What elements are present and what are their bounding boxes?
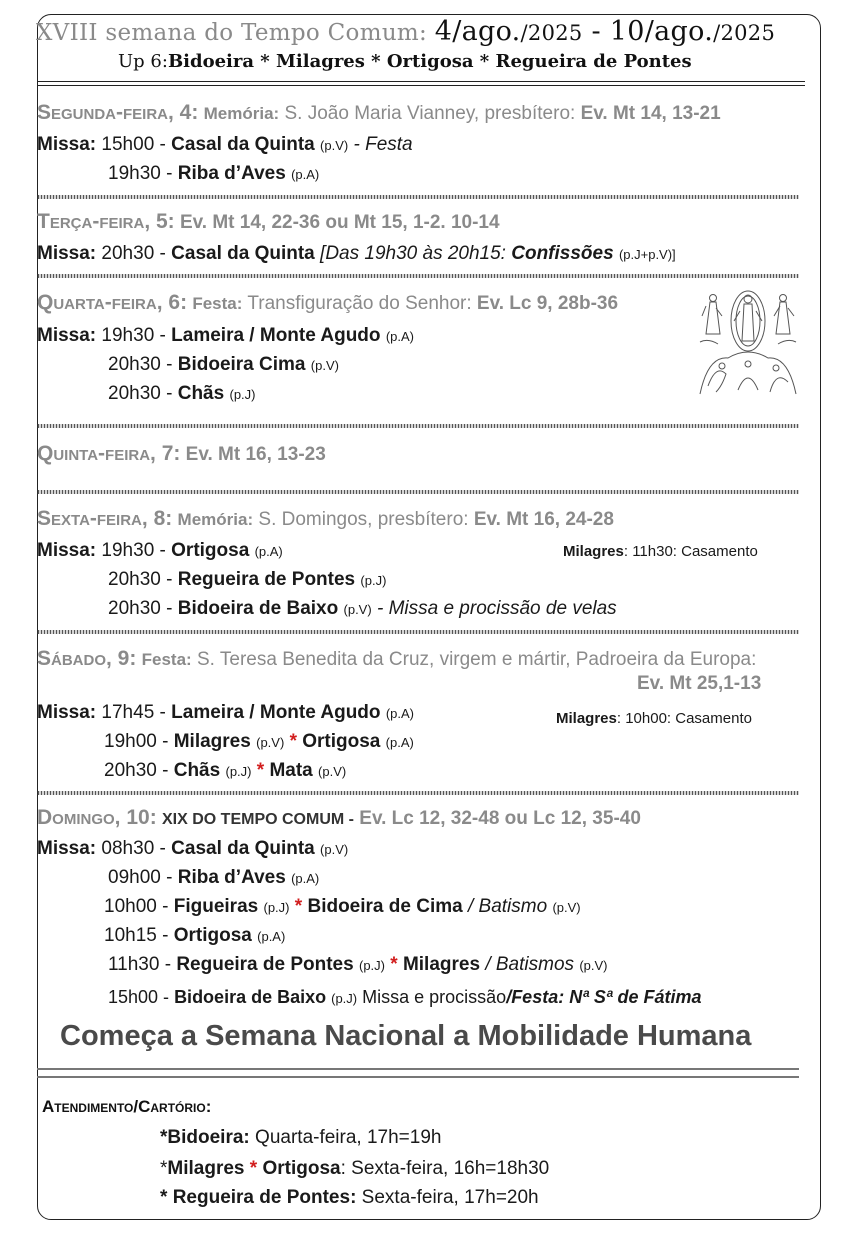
day-tuesday	[37, 210, 500, 234]
feast-note: /Festa: Nª Sª de Fátima	[506, 987, 702, 1007]
priest: (p.A)	[254, 544, 283, 559]
priest: (p.V)	[343, 602, 372, 617]
attendance-hours: Sexta-feira, 17h=20h	[356, 1187, 539, 1208]
week-title: XVIII semana do Tempo Comum:	[36, 20, 428, 46]
gospel-ref: Ev. Lc 9, 28b-36	[476, 293, 619, 314]
mass-line	[37, 702, 414, 724]
day-name: Domingo	[37, 806, 115, 829]
start-year: /2025	[520, 21, 583, 45]
day-wednesday	[37, 291, 618, 315]
mass-line	[37, 838, 348, 860]
mass-time: 19h30 -	[108, 163, 178, 184]
dotted-divider	[37, 630, 799, 634]
mass-note: / Batismos	[480, 954, 575, 975]
mass-time: 17h45 -	[101, 702, 172, 723]
end-date: 10/ago.	[609, 16, 714, 47]
day-text: Transfiguração do Senhor:	[247, 293, 472, 314]
mass-place: Riba d’Aves	[177, 163, 286, 184]
mass-line	[108, 569, 386, 591]
mass-line	[108, 383, 255, 405]
mass-line	[108, 867, 319, 889]
day-thursday	[37, 442, 326, 466]
dotted-divider	[37, 791, 799, 795]
gospel-ref: Ev. Mt 14, 13-21	[580, 103, 721, 124]
header-divider	[37, 81, 805, 86]
mass-label: Missa:	[37, 325, 97, 346]
mass-time: 09h00 -	[108, 867, 178, 888]
gospel-ref: Ev. Mt 16, 13-23	[185, 444, 326, 465]
dotted-divider	[37, 490, 799, 494]
star-separator: *	[289, 731, 297, 752]
banner: Começa a Semana Nacional a Mobilidade Humana	[60, 1020, 752, 1052]
side-place: Milagres	[556, 710, 617, 727]
up-label: Up 6:	[118, 51, 168, 72]
attendance-hours: : Sexta-feira, 16h=18h30	[340, 1158, 550, 1179]
mass-time: 20h30 -	[101, 243, 172, 264]
mass-note: - Missa e procissão de velas	[371, 598, 617, 619]
priest: (p.J)	[358, 958, 385, 973]
mass-time: 10h00 -	[104, 896, 174, 917]
attendance-row	[160, 1127, 441, 1149]
star-separator: *	[390, 954, 398, 975]
confessions: Confissões	[511, 243, 614, 264]
attendance-place: Regueira de Pontes:	[172, 1187, 357, 1208]
day-num: , 10:	[114, 806, 157, 829]
attendance-title: Atendimento/Cartório:	[42, 1097, 212, 1116]
mass-label: Missa:	[37, 540, 97, 561]
mass-line	[108, 954, 607, 976]
day-num: , 7:	[150, 442, 181, 465]
mass-note: - Festa	[348, 134, 413, 155]
star-separator: *	[256, 760, 265, 781]
attendance-place: Ortigosa	[262, 1158, 341, 1179]
mass-place: Lameira / Monte Agudo	[171, 702, 381, 723]
mass-note: [Das 19h30 às 20h15:	[320, 243, 512, 264]
priest: (p.V)	[310, 358, 339, 373]
mass-label: Missa:	[37, 134, 97, 155]
gospel-ev: Ev.	[359, 808, 387, 829]
pastoral-unit	[118, 51, 692, 72]
side-text: : 10h00: Casamento	[616, 710, 752, 727]
star-separator: *	[294, 896, 303, 917]
mass-line	[104, 896, 581, 918]
day-label: XIX DO TEMPO COMUM -	[161, 811, 354, 828]
priest: (p.J)	[331, 991, 358, 1006]
mass-place: Bidoeira de Baixo	[177, 598, 339, 619]
priest: (p.V)	[256, 735, 285, 750]
day-sunday	[37, 806, 641, 830]
mass-time: 20h30 -	[108, 383, 178, 404]
mass-place: Mata	[269, 760, 313, 781]
up-parishes: Bidoeira * Milagres * Ortigosa * Regueira de Pontes	[167, 51, 692, 72]
dotted-divider	[37, 274, 799, 278]
mass-place: Bidoeira Cima	[177, 354, 306, 375]
mass-time: 19h00 -	[104, 731, 174, 752]
gospel-ref: Ev. Mt 14, 22-36 ou Mt 15, 1-2. 10-14	[179, 212, 500, 233]
star-separator: *	[249, 1158, 258, 1179]
day-monday	[37, 101, 721, 125]
mass-place: Riba d’Aves	[177, 867, 286, 888]
day-name: Terça-feira	[37, 210, 145, 233]
attendance-row	[160, 1158, 549, 1180]
priest: (p.A)	[291, 871, 320, 886]
mass-place: Regueira de Pontes	[177, 569, 356, 590]
mass-line	[37, 134, 413, 156]
priest: (p.J+p.V)]	[618, 247, 676, 262]
day-num: , 9:	[106, 647, 137, 670]
priest: (p.J)	[360, 573, 387, 588]
mass-place: Chãs	[173, 760, 221, 781]
day-name: Sexta-feira	[37, 507, 142, 530]
priest: (p.V)	[552, 900, 581, 915]
star: *	[160, 1127, 168, 1148]
mass-time: 15h00 -	[108, 987, 175, 1007]
day-text: S. Teresa Benedita da Cruz, virgem e mártir, Padroeira da Europa:	[197, 649, 757, 670]
day-friday	[37, 507, 614, 531]
mass-line	[37, 325, 414, 347]
day-name: Quinta-feira	[37, 442, 151, 465]
side-place: Milagres	[563, 543, 624, 560]
mass-time: 08h30 -	[101, 838, 172, 859]
priest: (p.V)	[318, 764, 347, 779]
mass-time: 20h30 -	[104, 760, 174, 781]
mass-time: 19h30 -	[101, 540, 172, 561]
wedding-note	[563, 543, 758, 560]
day-num: , 8:	[141, 507, 173, 530]
day-label: Memória:	[177, 510, 254, 529]
day-label: Festa:	[192, 294, 243, 313]
mass-label: Missa:	[37, 243, 97, 264]
gospel-ref: Ev. Mt 25,1-13	[637, 673, 762, 694]
double-divider	[37, 1068, 799, 1078]
attendance-row	[160, 1187, 539, 1209]
mass-line	[108, 354, 339, 376]
day-num: , 6:	[156, 291, 188, 314]
day-saturday	[37, 647, 756, 671]
day-text: S. João Maria Vianney, presbítero:	[284, 103, 576, 124]
mass-place: Bidoeira de Cima	[307, 896, 463, 917]
attendance-place: Bidoeira:	[167, 1127, 250, 1148]
mass-line	[108, 598, 617, 620]
mass-place: Ortigosa	[302, 731, 381, 752]
day-name: Quarta-feira	[37, 291, 157, 314]
priest: (p.V)	[320, 138, 349, 153]
priest: (p.A)	[385, 706, 414, 721]
gospel-ref-saturday	[637, 673, 761, 695]
day-num: , 4:	[168, 101, 199, 124]
start-date: 4/ago.	[434, 16, 521, 47]
priest: (p.A)	[257, 929, 286, 944]
star: *	[160, 1158, 168, 1179]
mass-time: 11h30 -	[108, 954, 177, 975]
mass-line	[108, 987, 702, 1008]
mass-label: Missa:	[37, 702, 97, 723]
mass-place: Milagres	[402, 954, 481, 975]
mass-place: Regueira de Pontes	[176, 954, 354, 975]
day-num: , 5:	[144, 210, 175, 233]
star: *	[160, 1187, 173, 1208]
mass-line	[37, 540, 283, 562]
mass-time: 15h00 -	[101, 134, 172, 155]
gospel-ref: Lc 12, 32-48 ou Lc 12, 35-40	[391, 808, 641, 829]
priest: (p.V)	[320, 842, 349, 857]
mass-place: Ortigosa	[171, 540, 250, 561]
wedding-note	[556, 710, 752, 727]
priest: (p.J)	[225, 764, 252, 779]
mass-label: Missa:	[37, 838, 97, 859]
side-text: : 11h30: Casamento	[623, 543, 758, 560]
priest: (p.A)	[385, 329, 414, 344]
mass-place: Milagres	[173, 731, 251, 752]
gospel-ref: Ev. Mt 16, 24-28	[473, 509, 614, 530]
transfiguration-icon	[698, 286, 798, 396]
mass-place: Casal da Quinta	[171, 838, 315, 859]
mass-note: Missa e procissão	[357, 987, 507, 1007]
attendance-place: Milagres	[167, 1158, 245, 1179]
priest: (p.V)	[579, 958, 608, 973]
day-name: Segunda-feira	[37, 101, 169, 124]
priest: (p.A)	[291, 167, 320, 182]
attendance-hours: Quarta-feira, 17h=19h	[249, 1127, 442, 1148]
end-year: /2025	[713, 21, 776, 45]
mass-place: Ortigosa	[173, 925, 252, 946]
mass-line	[108, 163, 319, 185]
priest: (p.A)	[385, 735, 414, 750]
day-name: Sábado	[37, 647, 107, 670]
mass-line	[37, 243, 676, 265]
priest: (p.J)	[229, 387, 256, 402]
mass-line	[104, 925, 285, 947]
mass-place: Casal da Quinta	[171, 243, 315, 264]
mass-place: Casal da Quinta	[171, 134, 315, 155]
mass-time: 10h15 -	[104, 925, 174, 946]
mass-place: Chãs	[177, 383, 225, 404]
dotted-divider	[37, 424, 799, 428]
day-text: S. Domingos, presbítero:	[258, 509, 469, 530]
mass-time: 20h30 -	[108, 598, 178, 619]
week-header	[36, 16, 775, 47]
day-label: Festa:	[141, 650, 192, 669]
mass-place: Bidoeira de Baixo	[174, 987, 327, 1007]
mass-note: / Batismo	[462, 896, 548, 917]
mass-time: 19h30 -	[101, 325, 172, 346]
dotted-divider	[37, 195, 799, 199]
date-dash: -	[582, 16, 610, 47]
mass-time: 20h30 -	[108, 569, 178, 590]
mass-line	[104, 760, 346, 782]
mass-place: Figueiras	[173, 896, 259, 917]
mass-place: Lameira / Monte Agudo	[171, 325, 381, 346]
mass-line	[104, 731, 414, 753]
mass-time: 20h30 -	[108, 354, 178, 375]
day-label: Memória:	[203, 104, 280, 123]
priest: (p.J)	[263, 900, 290, 915]
